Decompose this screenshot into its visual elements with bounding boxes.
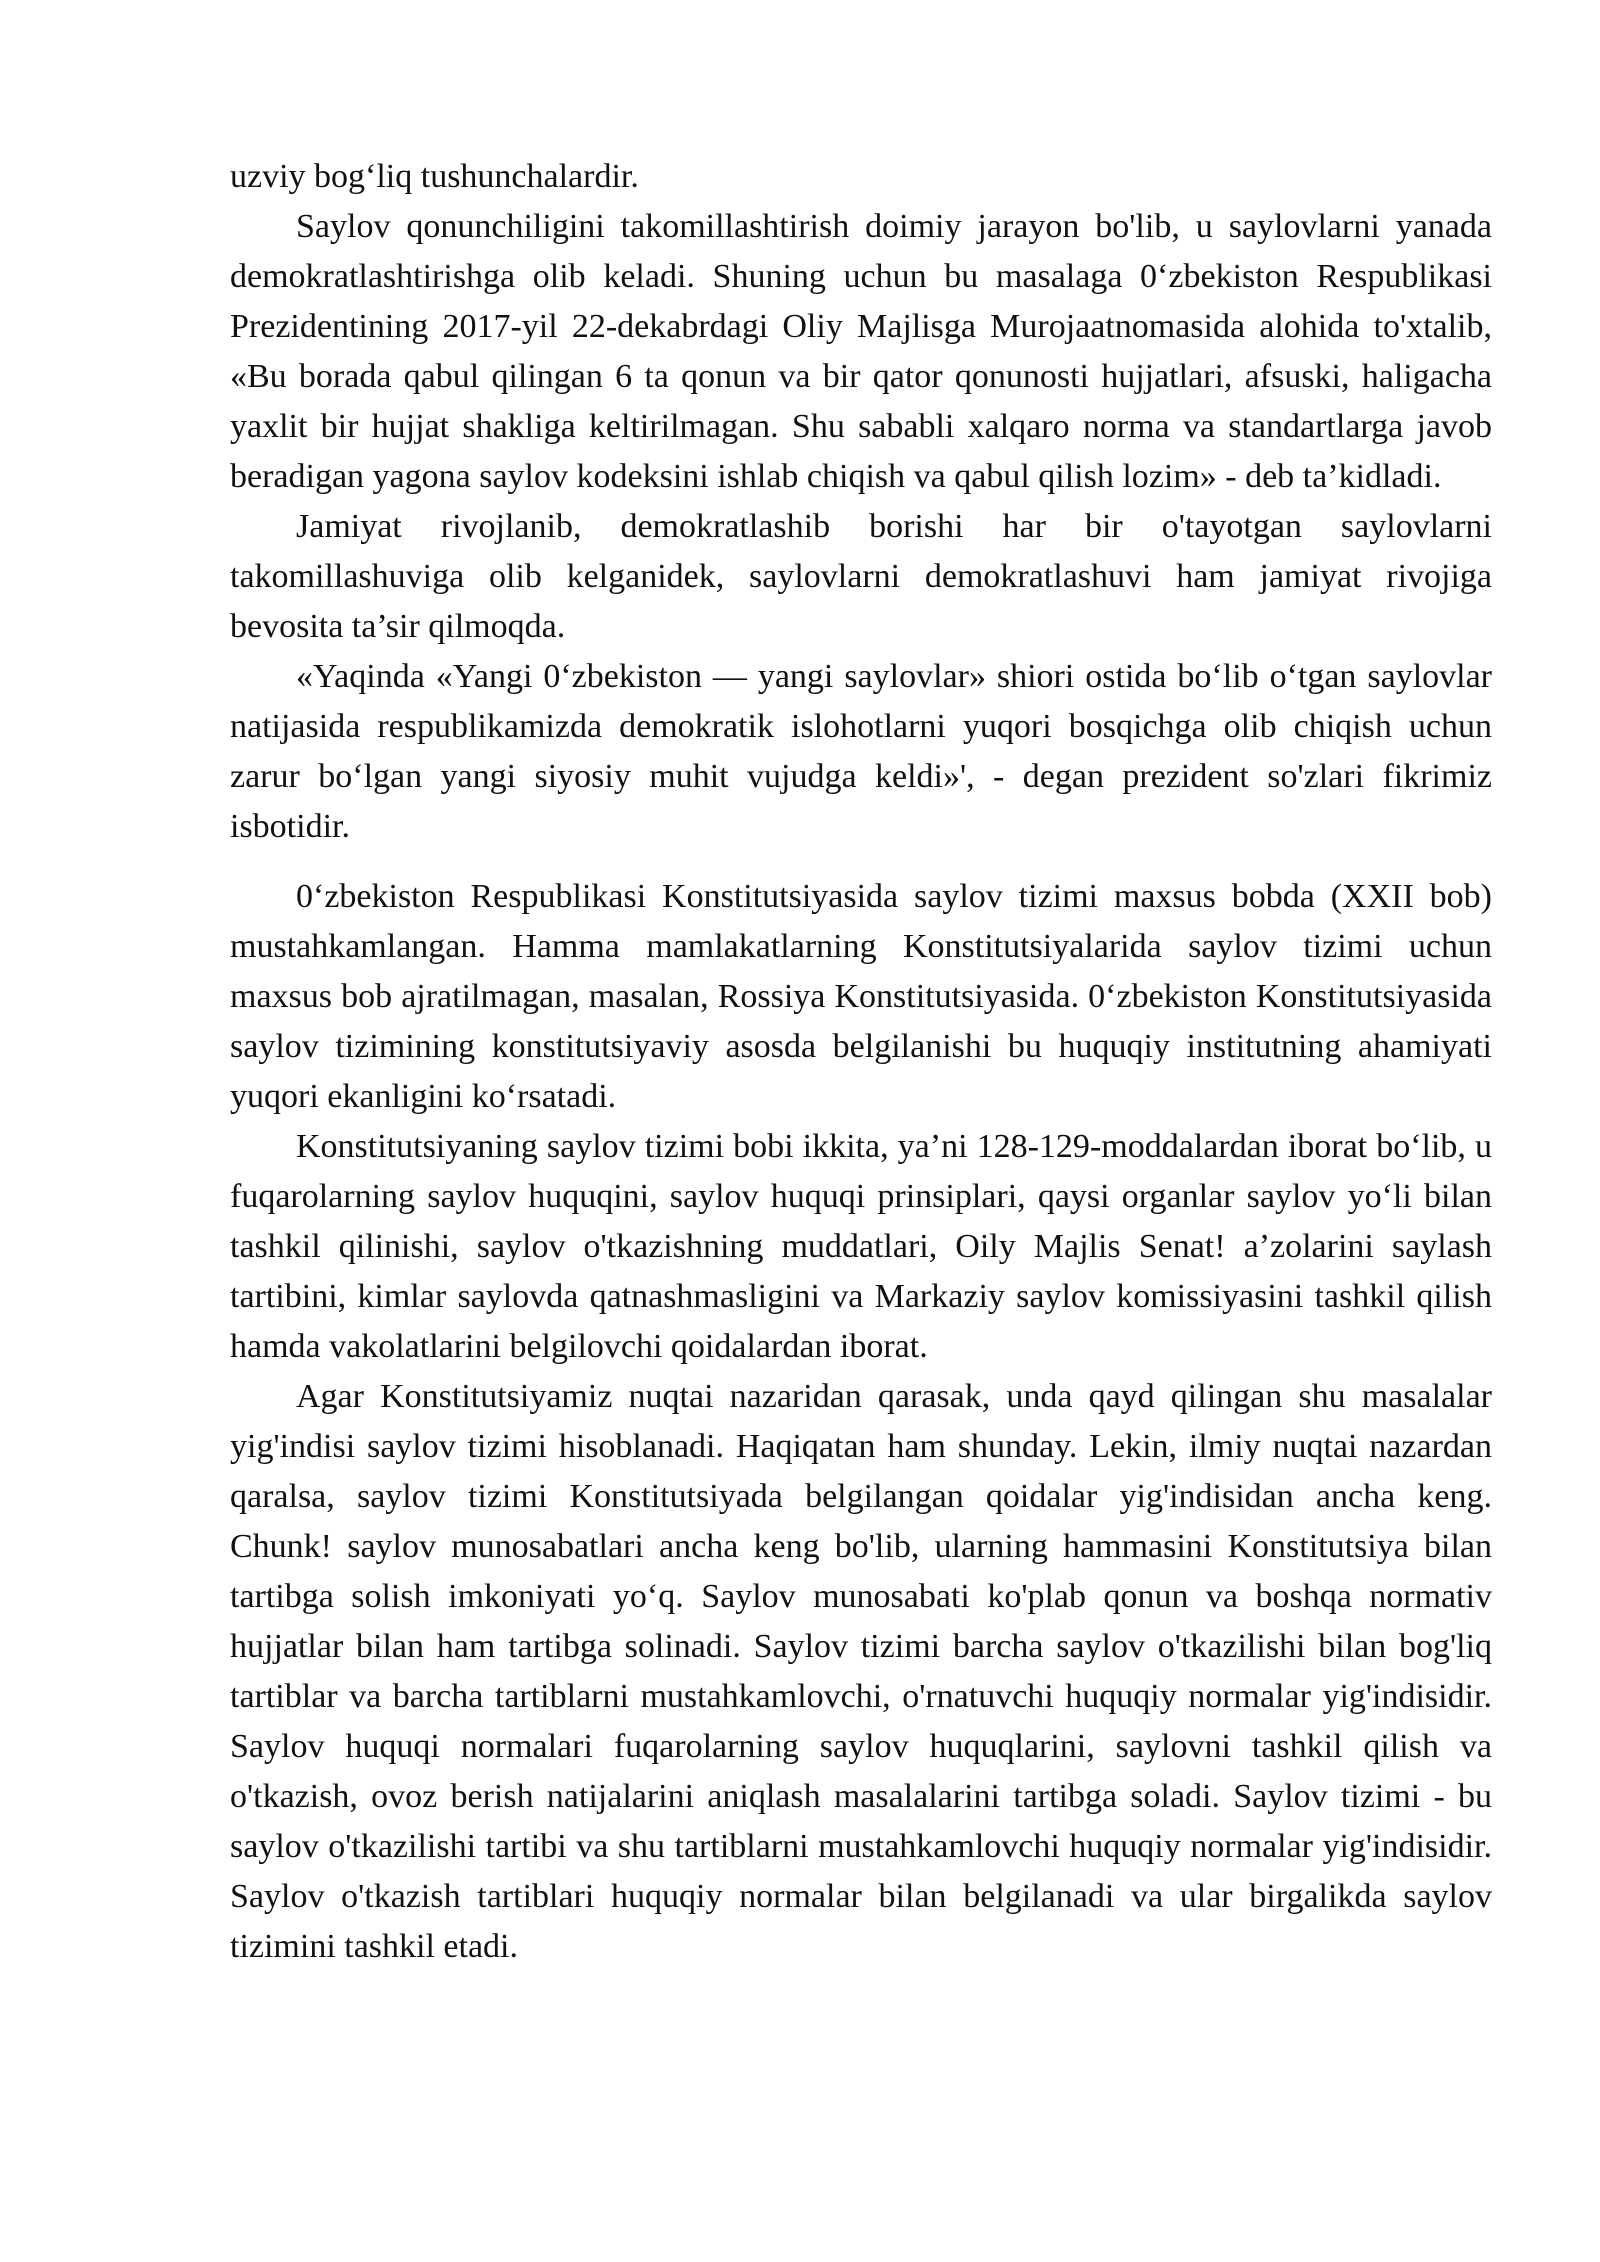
- paragraph-continuation: uzviy bog‘liq tushunchalardir.: [230, 158, 639, 195]
- paragraph-articles-128-129: Konstitutsiyaning saylov tizimi bobi ikkita, ya’ni 128-129-moddalardan iborat bo‘lib, u fuqarolarning saylov huquqini, saylov huquqi prinsiplari, qaysi organlar saylov yo‘li bilan tashkil qilinishi, saylov o'tkazishning muddatlari, Oily Majlis Senat! a’zolarini saylash tartibini, kimlar saylovda qatnashmasligini va Markaziy saylov komissiyasini tashkil qilish hamda vakolatlarini belgilovchi qoidalardan iborat.: [230, 1128, 1492, 1365]
- paragraph-president-quote: «Yaqinda «Yangi 0‘zbekiston — yangi saylovlar» shiori ostida bo‘lib o‘tgan saylovlar natijasida respublikamizda demokratik islohotlarni yuqori bosqichga olib chiqish uchun zarur bo‘lgan yangi siyosiy muhit vujudga keldi»', - degan prezident so'zlari fikrimiz isbotidir.: [230, 658, 1492, 845]
- paragraph-constitution-chapter: 0‘zbekiston Respublikasi Konstitutsiyasida saylov tizimi maxsus bobda (XXII bob) mustahkamlangan. Hamma mamlakatlarning Konstitutsiyalarida saylov tizimi uchun maxsus bob ajratilmagan, masalan, Rossiya Konstitutsiyasida. 0‘zbekiston Konstitutsiyasida saylov tizimining konstitutsiyaviy asosda belgilanishi bu huquqiy institutning ahamiyati yuqori ekanligini ko‘rsatadi.: [230, 878, 1492, 1115]
- paragraph-electoral-system-definition: Agar Konstitutsiyamiz nuqtai nazaridan qarasak, unda qayd qilingan shu masalalar yig'indisi saylov tizimi hisoblanadi. Haqiqatan ham shunday. Lekin, ilmiy nuqtai nazardan qaralsa, saylov tizimi Konstitutsiyada belgilangan qoidalar yig'indisidan ancha keng. Chunk! saylov munosabatlari ancha keng bo'lib, ularning hammasini Konstitutsiya bilan tartibga solish imkoniyati yo‘q. Saylov munosabati ko'plab qonun va boshqa normativ hujjatlar bilan ham tartibga solinadi. Saylov tizimi barcha saylov o'tkazilishi bilan bog'liq tartiblar va barcha tartiblarni mustahkamlovchi, o'rnatuvchi huquqiy normalar yig'indisidir. Saylov huquqi normalari fuqarolarning saylov huquqlarini, saylovni tashkil qilish va o'tkazish, ovoz berish natijalarini aniqlash masalalarini tartibga soladi. Saylov tizimi - bu saylov o'tkazilishi tartibi va shu tartiblarni mustahkamlovchi huquqiy normalar yig'indisidir. Saylov o'tkazish tartiblari huquqiy normalar bilan belgilanadi va ular birgalikda saylov tizimini tashkil etadi.: [230, 1378, 1492, 1965]
- document-body: [230, 152, 1492, 1972]
- paragraph-society-development: Jamiyat rivojlanib, demokratlashib borishi har bir o'tayotgan saylovlarni takomillashuviga olib kelganidek, saylovlarni demokratlashuvi ham jamiyat rivojiga bevosita ta’sir qilmoqda.: [230, 508, 1492, 645]
- paragraph-electoral-legislation: Saylov qonunchiligini takomillashtirish doimiy jarayon bo'lib, u saylovlarni yanada demokratlashtirishga olib keladi. Shuning uchun bu masalaga 0‘zbekiston Respublikasi Prezidentining 2017-yil 22-dekabrdagi Oliy Majlisga Murojaatnomasida alohida to'xtalib, «Bu borada qabul qilingan 6 ta qonun va bir qator qonunosti hujjatlari, afsuski, haligacha yaxlit bir hujjat shakliga keltirilmagan. Shu sababli xalqaro norma va standartlarga javob beradigan yagona saylov kodeksini ishlab chiqish va qabul qilish lozim» - deb ta’kidladi.: [230, 208, 1492, 495]
